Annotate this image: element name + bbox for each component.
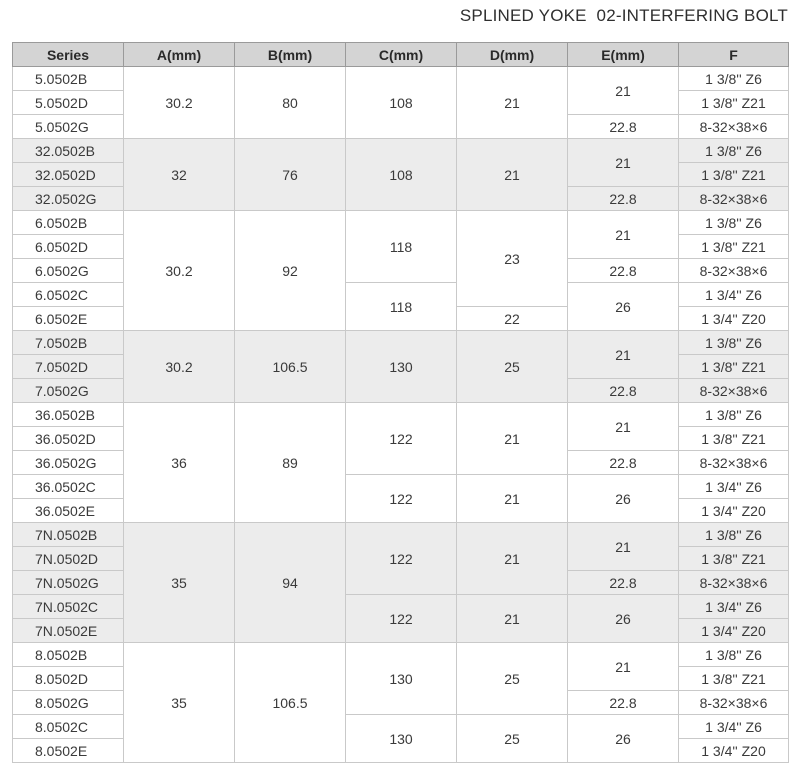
a-cell: 35	[124, 523, 235, 643]
b-cell: 76	[235, 139, 346, 211]
c-cell: 130	[346, 715, 457, 763]
f-cell: 8-32×38×6	[679, 259, 789, 283]
c-cell: 122	[346, 475, 457, 523]
series-cell: 32.0502D	[13, 163, 124, 187]
series-cell: 7N.0502E	[13, 619, 124, 643]
a-cell: 30.2	[124, 331, 235, 403]
column-header-c: C(mm)	[346, 43, 457, 67]
f-cell: 8-32×38×6	[679, 115, 789, 139]
b-cell: 106.5	[235, 331, 346, 403]
table-row	[13, 211, 789, 235]
e-cell: 21	[568, 67, 679, 115]
column-header-b: B(mm)	[235, 43, 346, 67]
series-cell: 36.0502E	[13, 499, 124, 523]
series-cell: 36.0502C	[13, 475, 124, 499]
f-cell: 1 3/8'' Z21	[679, 355, 789, 379]
b-cell: 89	[235, 403, 346, 523]
e-cell: 21	[568, 523, 679, 571]
e-cell: 21	[568, 331, 679, 379]
series-cell: 7.0502D	[13, 355, 124, 379]
series-cell: 7N.0502C	[13, 595, 124, 619]
f-cell: 1 3/8'' Z6	[679, 211, 789, 235]
header-row	[13, 43, 789, 67]
f-cell: 1 3/4'' Z20	[679, 307, 789, 331]
table-row	[13, 403, 789, 427]
f-cell: 8-32×38×6	[679, 691, 789, 715]
a-cell: 30.2	[124, 211, 235, 331]
d-cell: 25	[457, 331, 568, 403]
series-cell: 36.0502G	[13, 451, 124, 475]
series-cell: 7.0502B	[13, 331, 124, 355]
series-cell: 36.0502B	[13, 403, 124, 427]
e-cell: 22.8	[568, 571, 679, 595]
e-cell: 21	[568, 643, 679, 691]
f-cell: 1 3/8'' Z21	[679, 667, 789, 691]
c-cell: 130	[346, 643, 457, 715]
d-cell: 21	[457, 523, 568, 595]
e-cell: 21	[568, 139, 679, 187]
e-cell: 22.8	[568, 691, 679, 715]
column-header-series: Series	[13, 43, 124, 67]
page-title: SPLINED YOKE 02-INTERFERING BOLT	[459, 6, 788, 25]
column-header-d: D(mm)	[457, 43, 568, 67]
c-cell: 122	[346, 403, 457, 475]
series-cell: 6.0502G	[13, 259, 124, 283]
table-row	[13, 643, 789, 667]
b-cell: 80	[235, 67, 346, 139]
series-cell: 7.0502G	[13, 379, 124, 403]
f-cell: 1 3/4'' Z20	[679, 739, 789, 763]
series-cell: 32.0502G	[13, 187, 124, 211]
f-cell: 1 3/4'' Z6	[679, 595, 789, 619]
e-cell: 22.8	[568, 259, 679, 283]
f-cell: 8-32×38×6	[679, 451, 789, 475]
e-cell: 26	[568, 283, 679, 331]
d-cell: 21	[457, 67, 568, 139]
f-cell: 1 3/8'' Z21	[679, 235, 789, 259]
series-cell: 5.0502D	[13, 91, 124, 115]
d-cell: 21	[457, 403, 568, 475]
e-cell: 22.8	[568, 451, 679, 475]
b-cell: 92	[235, 211, 346, 331]
table-row	[13, 523, 789, 547]
f-cell: 1 3/4'' Z6	[679, 283, 789, 307]
b-cell: 94	[235, 523, 346, 643]
d-cell: 23	[457, 211, 568, 307]
column-header-a: A(mm)	[124, 43, 235, 67]
c-cell: 108	[346, 67, 457, 139]
f-cell: 1 3/8'' Z21	[679, 91, 789, 115]
d-cell: 21	[457, 139, 568, 211]
d-cell: 22	[457, 307, 568, 331]
f-cell: 1 3/8'' Z6	[679, 139, 789, 163]
c-cell: 108	[346, 139, 457, 211]
series-cell: 8.0502D	[13, 667, 124, 691]
series-cell: 32.0502B	[13, 139, 124, 163]
series-cell: 6.0502B	[13, 211, 124, 235]
series-cell: 8.0502C	[13, 715, 124, 739]
series-cell: 6.0502C	[13, 283, 124, 307]
f-cell: 1 3/4'' Z6	[679, 715, 789, 739]
f-cell: 8-32×38×6	[679, 187, 789, 211]
series-cell: 7N.0502D	[13, 547, 124, 571]
series-cell: 6.0502D	[13, 235, 124, 259]
series-cell: 7N.0502B	[13, 523, 124, 547]
column-header-e: E(mm)	[568, 43, 679, 67]
f-cell: 1 3/8'' Z21	[679, 163, 789, 187]
series-cell: 8.0502E	[13, 739, 124, 763]
c-cell: 122	[346, 523, 457, 595]
e-cell: 26	[568, 715, 679, 763]
series-cell: 8.0502B	[13, 643, 124, 667]
series-cell: 5.0502G	[13, 115, 124, 139]
series-cell: 5.0502B	[13, 67, 124, 91]
b-cell: 106.5	[235, 643, 346, 763]
series-cell: 36.0502D	[13, 427, 124, 451]
column-header-f: F	[679, 43, 789, 67]
spec-table	[12, 42, 789, 763]
c-cell: 118	[346, 283, 457, 331]
table-row	[13, 331, 789, 355]
c-cell: 122	[346, 595, 457, 643]
e-cell: 26	[568, 595, 679, 643]
e-cell: 22.8	[568, 379, 679, 403]
f-cell: 8-32×38×6	[679, 571, 789, 595]
table-row	[13, 67, 789, 91]
d-cell: 25	[457, 643, 568, 715]
f-cell: 1 3/8'' Z6	[679, 331, 789, 355]
a-cell: 30.2	[124, 67, 235, 139]
e-cell: 21	[568, 403, 679, 451]
f-cell: 1 3/8'' Z6	[679, 643, 789, 667]
series-cell: 6.0502E	[13, 307, 124, 331]
series-cell: 8.0502G	[13, 691, 124, 715]
table-body	[13, 67, 789, 763]
d-cell: 25	[457, 715, 568, 763]
f-cell: 1 3/8'' Z21	[679, 547, 789, 571]
f-cell: 1 3/8'' Z21	[679, 427, 789, 451]
e-cell: 21	[568, 211, 679, 259]
a-cell: 32	[124, 139, 235, 211]
f-cell: 1 3/8'' Z6	[679, 67, 789, 91]
c-cell: 118	[346, 211, 457, 283]
f-cell: 1 3/4'' Z20	[679, 619, 789, 643]
e-cell: 26	[568, 475, 679, 523]
table-row	[13, 139, 789, 163]
d-cell: 21	[457, 475, 568, 523]
f-cell: 1 3/8'' Z6	[679, 523, 789, 547]
a-cell: 36	[124, 403, 235, 523]
f-cell: 1 3/4'' Z6	[679, 475, 789, 499]
e-cell: 22.8	[568, 187, 679, 211]
c-cell: 130	[346, 331, 457, 403]
a-cell: 35	[124, 643, 235, 763]
f-cell: 1 3/4'' Z20	[679, 499, 789, 523]
f-cell: 8-32×38×6	[679, 379, 789, 403]
f-cell: 1 3/8'' Z6	[679, 403, 789, 427]
d-cell: 21	[457, 595, 568, 643]
series-cell: 7N.0502G	[13, 571, 124, 595]
e-cell: 22.8	[568, 115, 679, 139]
